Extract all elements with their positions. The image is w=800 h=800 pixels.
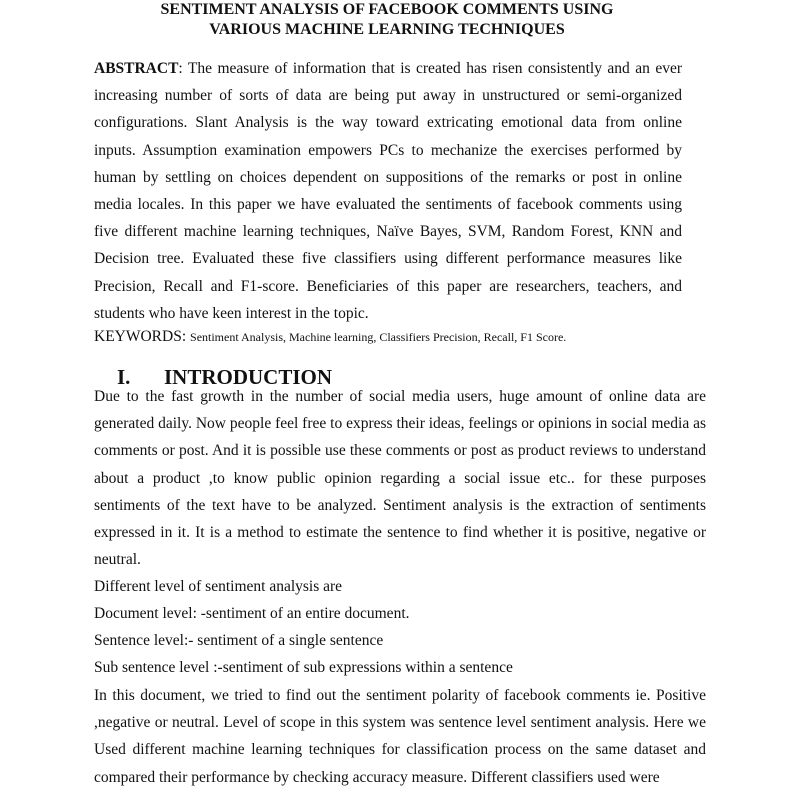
section-title: INTRODUCTION xyxy=(164,365,333,389)
keywords-text: Sentiment Analysis, Machine learning, Classifiers Precision, Recall, F1 Score. xyxy=(190,330,567,344)
level-subsentence-line: Sub sentence level :-sentiment of sub expressions within a sentence xyxy=(94,659,513,676)
abstract-text: : The measure of information that is created has risen consistently and an ever increasing number of sorts of data are being put away in unstructured or semi-organized configurations. Slant Analysis is the way toward extricating emotional data from online inputs. Assumption examination empowers PCs to mechanize the exercises performed by human by settling on choices dependent on suppositions of the remarks or post in online media locales. In this paper we have evaluated the sentiments of facebook comments using five different machine learning techniques, Naïve Bayes, SVM, Random Forest, KNN and Decision tree. Evaluated these five classifiers using different performance measures like Precision, Recall and F1-score. Beneficiaries of this paper are researchers, teachers, and students who have keen interest in the topic. xyxy=(94,60,682,322)
keywords-label: KEYWORDS: xyxy=(94,328,191,345)
intro-paragraph-1: Due to the fast growth in the number of social media users, huge amount of online data are generated daily. Now people feel free to express their ideas, feelings or opinions in social media as comments or post. And it is possible use these comments or post as product reviews to understand about a product ,to know public opinion regarding a social issue etc.. for these purposes sentiments of the text have to be analyzed. Sentiment analysis is the extraction of sentiments expressed in it. It is a method to estimate the sentence to find whether it is positive, negative or neutral. xyxy=(94,388,706,569)
level-sentence-line: Sentence level:- sentiment of a single sentence xyxy=(94,632,384,649)
abstract-paragraph xyxy=(94,55,682,327)
abstract-label: ABSTRACT xyxy=(94,60,179,77)
section-number: I. xyxy=(117,365,131,389)
levels-intro-line: Different level of sentiment analysis are xyxy=(94,578,343,595)
paper-title-line-2: VARIOUS MACHINE LEARNING TECHNIQUES xyxy=(209,21,565,38)
level-document-line: Document level: -sentiment of an entire document. xyxy=(94,605,410,622)
keywords-line xyxy=(94,326,694,348)
intro-paragraph-2: In this document, we tried to find out the sentiment polarity of facebook comments ie. Positive ,negative or neutral. Level of scope in this system was sentence level sentiment analysis. Here we Used different machine learning techniques for classification process on the same dataset and compared their performance by checking accuracy measure. Different classifiers used were xyxy=(94,687,706,786)
paper-title xyxy=(94,0,680,40)
paper-title-line-1: SENTIMENT ANALYSIS OF FACEBOOK COMMENTS USING xyxy=(160,1,614,18)
